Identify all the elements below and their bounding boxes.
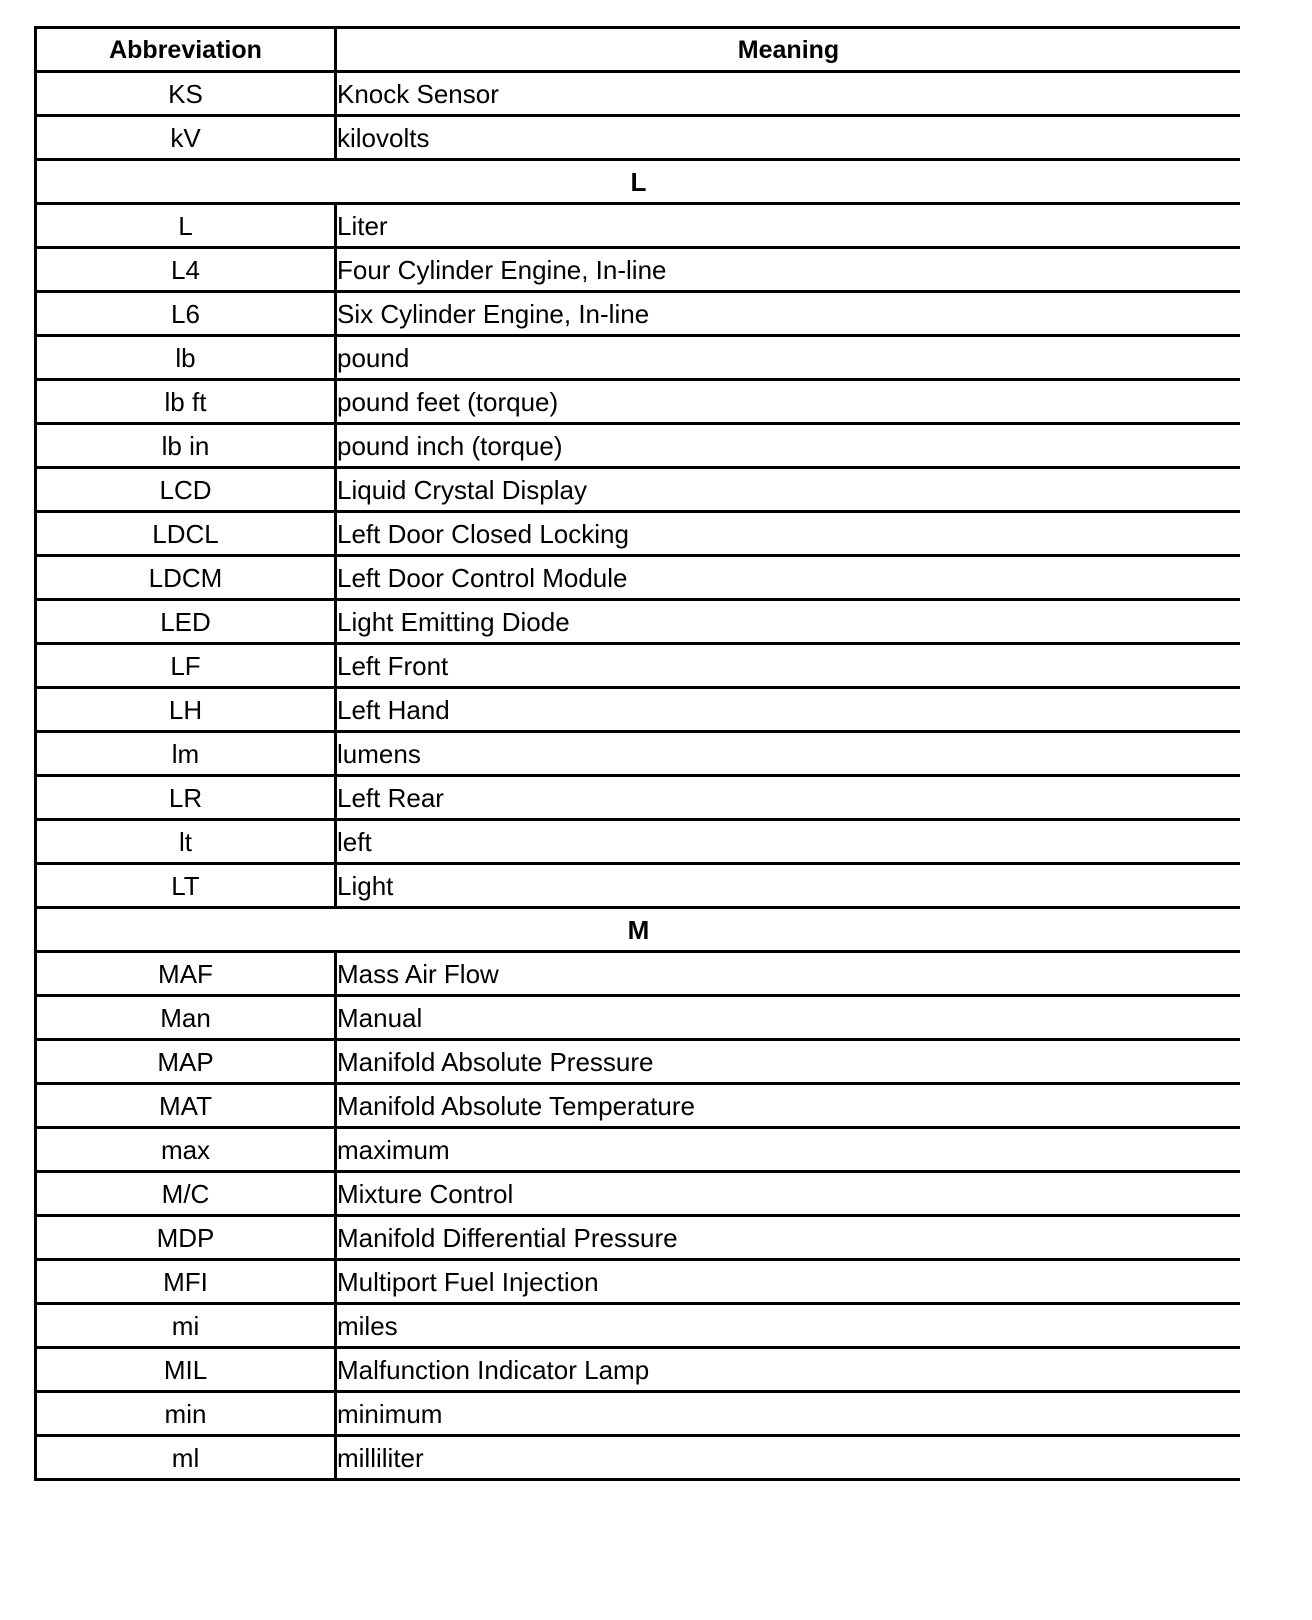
meaning-cell: Left Front (336, 644, 1241, 688)
meaning-cell: minimum (336, 1392, 1241, 1436)
meaning-cell: Manifold Absolute Pressure (336, 1040, 1241, 1084)
table-row (36, 600, 1241, 644)
abbreviation-cell: kV (36, 116, 336, 160)
table-row (36, 644, 1241, 688)
meaning-cell: Knock Sensor (336, 72, 1241, 116)
table-row (36, 1216, 1241, 1260)
abbreviation-cell: ml (36, 1436, 336, 1480)
meaning-cell: pound feet (torque) (336, 380, 1241, 424)
table-row (36, 1260, 1241, 1304)
meaning-cell: pound (336, 336, 1241, 380)
meaning-cell: Four Cylinder Engine, In-line (336, 248, 1241, 292)
meaning-cell: kilovolts (336, 116, 1241, 160)
abbreviation-table-container (34, 26, 1240, 1616)
abbreviation-cell: KS (36, 72, 336, 116)
abbreviation-cell: LR (36, 776, 336, 820)
abbreviation-cell: LDCL (36, 512, 336, 556)
meaning-cell: Left Door Closed Locking (336, 512, 1241, 556)
table-row (36, 952, 1241, 996)
meaning-cell: Six Cylinder Engine, In-line (336, 292, 1241, 336)
abbreviation-cell: MAP (36, 1040, 336, 1084)
meaning-cell: Manifold Differential Pressure (336, 1216, 1241, 1260)
abbreviation-cell: L (36, 204, 336, 248)
meaning-cell: Multiport Fuel Injection (336, 1260, 1241, 1304)
abbreviation-cell: MFI (36, 1260, 336, 1304)
table-row (36, 336, 1241, 380)
abbreviation-cell: L6 (36, 292, 336, 336)
table-row (36, 1084, 1241, 1128)
section-header-row (36, 908, 1241, 952)
abbreviation-cell: MIL (36, 1348, 336, 1392)
abbreviation-cell: M/C (36, 1172, 336, 1216)
meaning-cell: maximum (336, 1128, 1241, 1172)
table-row (36, 380, 1241, 424)
abbreviation-cell: LED (36, 600, 336, 644)
meaning-cell: lumens (336, 732, 1241, 776)
meaning-cell: Left Hand (336, 688, 1241, 732)
table-row (36, 72, 1241, 116)
abbreviation-cell: min (36, 1392, 336, 1436)
meaning-cell: Malfunction Indicator Lamp (336, 1348, 1241, 1392)
abbreviation-cell: MAF (36, 952, 336, 996)
meaning-cell: milliliter (336, 1436, 1241, 1480)
column-header-abbreviation: Abbreviation (36, 28, 336, 72)
table-row (36, 820, 1241, 864)
abbreviation-cell: MDP (36, 1216, 336, 1260)
table-row (36, 1436, 1241, 1480)
table-row (36, 1172, 1241, 1216)
table-row (36, 1348, 1241, 1392)
abbreviation-cell: lm (36, 732, 336, 776)
table-row (36, 776, 1241, 820)
table-row (36, 424, 1241, 468)
table-row (36, 864, 1241, 908)
table-body (36, 72, 1241, 1480)
meaning-cell: Liquid Crystal Display (336, 468, 1241, 512)
section-letter: M (36, 908, 1241, 952)
table-row (36, 1040, 1241, 1084)
meaning-cell: Mixture Control (336, 1172, 1241, 1216)
table-row (36, 204, 1241, 248)
table-row (36, 1128, 1241, 1172)
table-row (36, 116, 1241, 160)
meaning-cell: Manifold Absolute Temperature (336, 1084, 1241, 1128)
abbreviation-cell: L4 (36, 248, 336, 292)
abbreviation-cell: lb ft (36, 380, 336, 424)
abbreviation-cell: LH (36, 688, 336, 732)
section-letter: L (36, 160, 1241, 204)
meaning-cell: miles (336, 1304, 1241, 1348)
table-row (36, 292, 1241, 336)
abbreviation-cell: lb (36, 336, 336, 380)
abbreviation-cell: max (36, 1128, 336, 1172)
table-row (36, 512, 1241, 556)
abbreviation-cell: mi (36, 1304, 336, 1348)
table-row (36, 468, 1241, 512)
abbreviation-cell: lt (36, 820, 336, 864)
meaning-cell: Light Emitting Diode (336, 600, 1241, 644)
table-row (36, 1392, 1241, 1436)
abbreviation-cell: LDCM (36, 556, 336, 600)
abbreviation-cell: LT (36, 864, 336, 908)
meaning-cell: Light (336, 864, 1241, 908)
meaning-cell: left (336, 820, 1241, 864)
table-row (36, 248, 1241, 292)
abbreviation-table (34, 26, 1240, 1481)
meaning-cell: Liter (336, 204, 1241, 248)
table-row (36, 688, 1241, 732)
abbreviation-cell: LF (36, 644, 336, 688)
abbreviation-cell: lb in (36, 424, 336, 468)
abbreviation-cell: Man (36, 996, 336, 1040)
table-row (36, 556, 1241, 600)
table-row (36, 996, 1241, 1040)
meaning-cell: pound inch (torque) (336, 424, 1241, 468)
column-header-meaning: Meaning (336, 28, 1241, 72)
meaning-cell: Left Door Control Module (336, 556, 1241, 600)
table-header-row (36, 28, 1241, 72)
section-header-row (36, 160, 1241, 204)
table-row (36, 732, 1241, 776)
meaning-cell: Manual (336, 996, 1241, 1040)
table-row (36, 1304, 1241, 1348)
abbreviation-cell: MAT (36, 1084, 336, 1128)
meaning-cell: Left Rear (336, 776, 1241, 820)
meaning-cell: Mass Air Flow (336, 952, 1241, 996)
abbreviation-cell: LCD (36, 468, 336, 512)
